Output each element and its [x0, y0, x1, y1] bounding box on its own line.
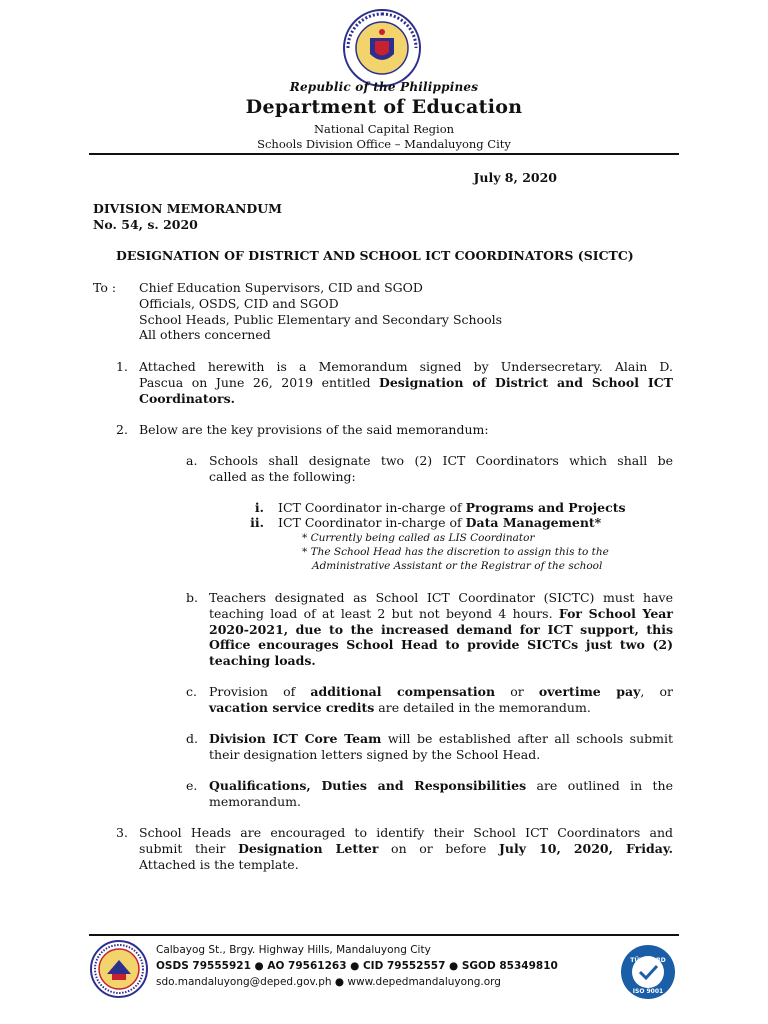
sub-item-letter: d. [186, 731, 198, 746]
item-number: 1. [116, 359, 128, 374]
office-line: Schools Division Office – Mandaluyong City [257, 137, 511, 151]
sub-item-letter: c. [186, 684, 197, 699]
provision-b: Teachers designated as School ICT Coordinator (SICTC) must have teaching load of at least 2 but not beyond 4 hours. For School Year 2020-2021, due to the increased demand for ICT support, this Office encourages School Head to provide SICTCs just two (2) teaching loads. [209, 590, 673, 669]
footer-divider [89, 934, 679, 936]
provision-e: Qualifications, Duties and Responsibilities are outlined in the memorandum. [209, 778, 673, 809]
memo-title [93, 201, 282, 233]
iso-label: ISO 9001 [632, 988, 664, 995]
sub-item-letter: b. [186, 590, 198, 605]
memo-number: No. 54, s. 2020 [93, 217, 198, 232]
footer-contact [156, 942, 558, 990]
provision-d: Division ICT Core Team will be established after all schools submit their designation letters signed by the School Head. [209, 731, 674, 762]
footnote: Administrative Assistant or the Registrar of the school [312, 560, 603, 572]
footer-phones: OSDS 79555921 ● AO 79561263 ● CID 79552557 ● SGOD 85349810 [156, 960, 558, 972]
item-number: 2. [116, 422, 128, 437]
region-line: National Capital Region [313, 122, 455, 136]
paragraph-2: Below are the key provisions of the said memorandum: [139, 422, 489, 437]
paragraph-1: Attached herewith is a Memorandum signed by Undersecretary. Alain D. Pascua on June 26, 2019 entitled Designation of District and School ICT Coordinators. [139, 359, 673, 406]
recipient-list [139, 280, 502, 343]
paragraph-3: School Heads are encouraged to identify their School ICT Coordinators and submit their Designation Letter on or before July 10, 2020, Friday. Attached is the template. [139, 825, 674, 872]
coordinator-item: ICT Coordinator in-charge of Programs and Projects [278, 500, 626, 515]
footnote: * The School Head has the discretion to assign this to the [302, 546, 609, 558]
recipient: All others concerned [139, 327, 271, 343]
memo-date: July 8, 2020 [473, 170, 557, 185]
coordinator-item: ICT Coordinator in-charge of Data Management* [278, 515, 602, 530]
footer-web: sdo.mandaluyong@deped.gov.ph ● www.depedmandaluyong.org [156, 976, 501, 988]
recipient: Chief Education Supervisors, CID and SGOD [139, 280, 423, 295]
sdo-seal [90, 940, 148, 998]
department-heading: Department of Education [245, 96, 523, 118]
memo-subject: DESIGNATION OF DISTRICT AND SCHOOL ICT COORDINATORS (SICTC) [116, 248, 634, 263]
memo-type: DIVISION MEMORANDUM [93, 201, 282, 216]
recipient: Officials, OSDS, CID and SGOD [139, 295, 339, 311]
header-divider [89, 153, 679, 155]
republic-heading: Republic of the Philippines [289, 80, 479, 94]
footer-address: Calbayog St., Brgy. Highway Hills, Mandaluyong City [156, 944, 431, 956]
to-label: To : [93, 280, 117, 295]
roman-numeral: i. [254, 500, 264, 515]
tuv-iso-badge [620, 944, 676, 1000]
footnote: * Currently being called as LIS Coordinator [302, 532, 535, 544]
item-number: 3. [116, 825, 128, 840]
deped-seal [342, 8, 422, 88]
recipient: School Heads, Public Elementary and Secondary Schools [139, 311, 503, 327]
provision-a: Schools shall designate two (2) ICT Coordinators which shall be called as the following: [209, 453, 673, 484]
tuv-label: TÜV NORD [630, 957, 666, 964]
provision-c: Provision of additional compensation or overtime pay, or vacation service credits are detailed in the memorandum. [209, 684, 673, 715]
roman-numeral: ii. [250, 515, 264, 530]
sub-item-letter: e. [186, 778, 198, 793]
sub-item-letter: a. [186, 453, 198, 468]
